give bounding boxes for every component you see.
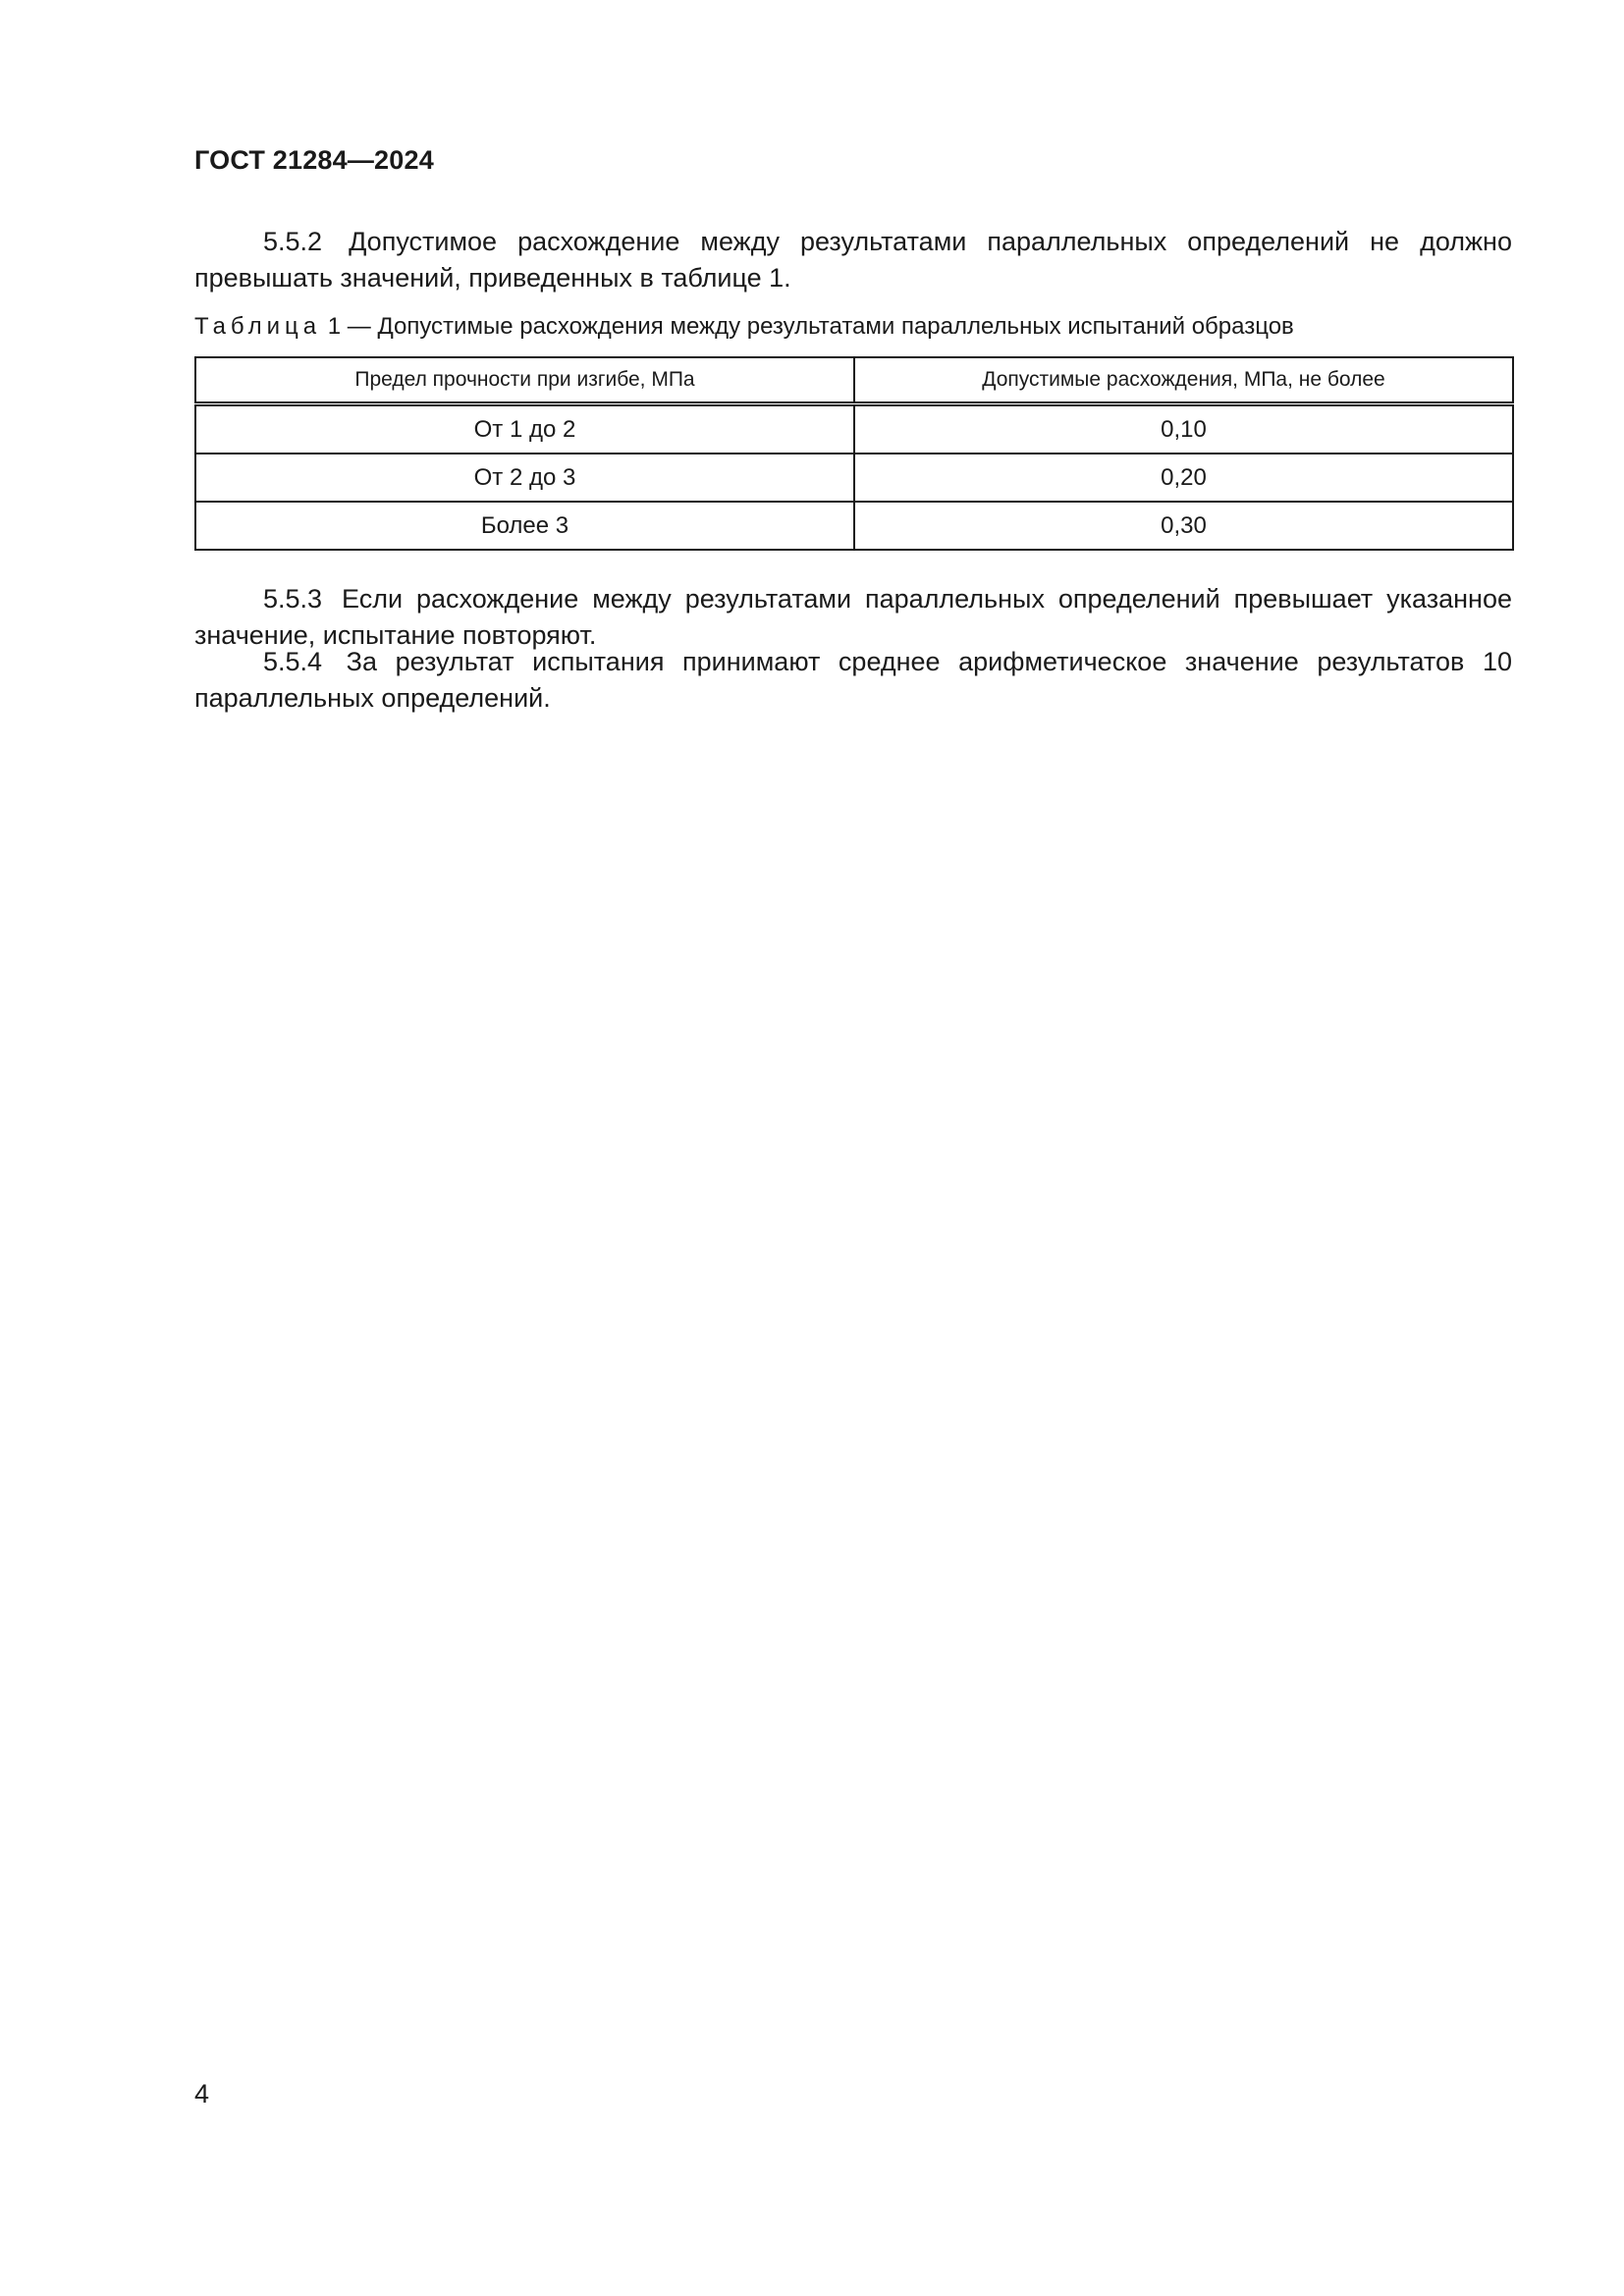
- paragraph-5-5-4: [194, 644, 1512, 717]
- paragraph-5-5-3: [194, 581, 1512, 654]
- paragraph-text: Если расхождение между результатами параллельных определений превышает указанное значение, испытание повторяют.: [194, 584, 1512, 650]
- table-header-row: [195, 357, 1513, 404]
- paragraph-5-5-2: [194, 224, 1512, 296]
- table-caption: [194, 312, 1294, 342]
- table-cell: От 2 до 3: [195, 454, 854, 502]
- table-cell: От 1 до 2: [195, 404, 854, 454]
- table-row: [195, 404, 1513, 454]
- paragraph-number: 5.5.3: [263, 584, 323, 614]
- paragraph-number: 5.5.2: [263, 227, 323, 256]
- document-code: ГОСТ 21284—2024: [194, 145, 434, 175]
- table-row: [195, 454, 1513, 502]
- table-row: [195, 502, 1513, 550]
- table-header-cell: Допустимые расхождения, МПа, не более: [854, 357, 1513, 404]
- table-caption-text: 1 — Допустимые расхождения между результатами параллельных испытаний образцов: [321, 313, 1294, 340]
- table-cell: 0,20: [854, 454, 1513, 502]
- paragraph-text: За результат испытания принимают среднее арифметическое значение результатов 10 параллельных определений.: [194, 647, 1512, 713]
- tolerance-table: [194, 356, 1514, 551]
- table-header-cell: Предел прочности при изгибе, МПа: [195, 357, 854, 404]
- paragraph-number: 5.5.4: [263, 647, 323, 676]
- paragraph-text: Допустимое расхождение между результатами параллельных определений не должно превышать значений, приведенных в таблице 1.: [194, 227, 1512, 293]
- table-cell: 0,10: [854, 404, 1513, 454]
- table-caption-label: Таблица: [194, 313, 322, 340]
- table-cell: 0,30: [854, 502, 1513, 550]
- table-cell: Более 3: [195, 502, 854, 550]
- page-number: 4: [194, 2079, 210, 2109]
